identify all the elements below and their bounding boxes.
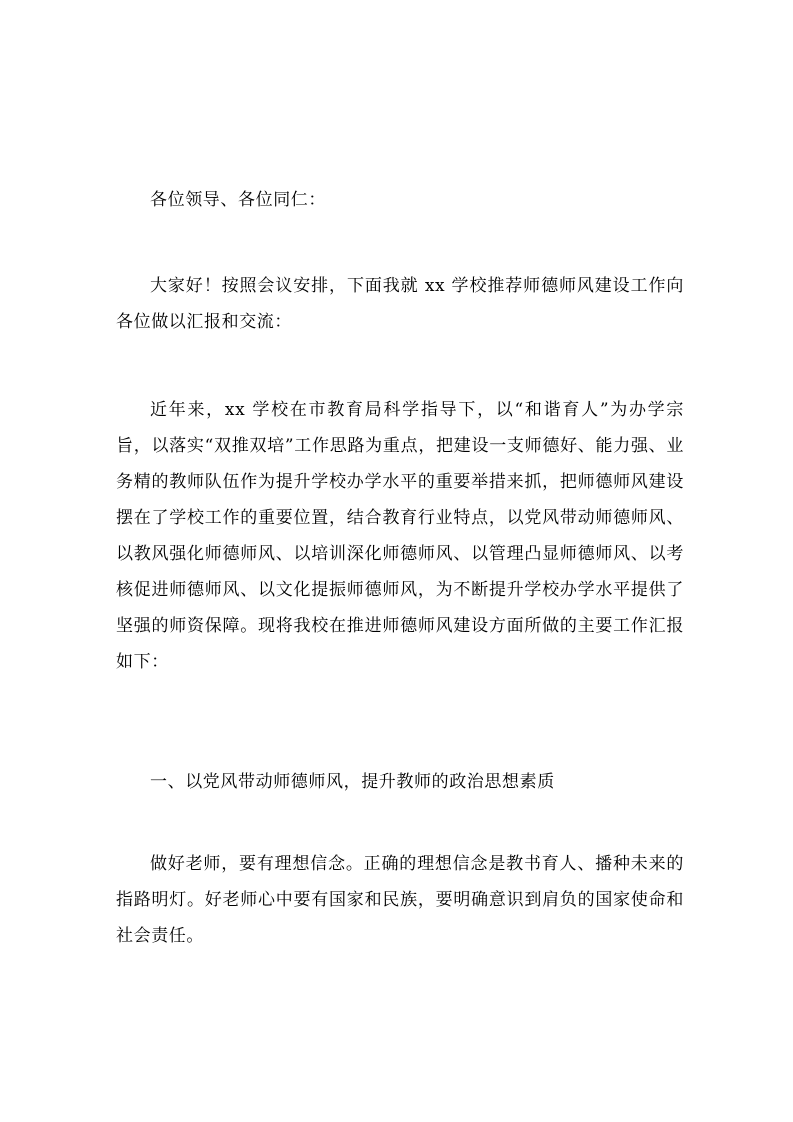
salutation: 各位领导、各位同仁：: [150, 190, 326, 210]
body-paragraph: 近年来，xx 学校在市教育局科学指导下，以“和谐育人”为办学宗旨，以落实“双推双培”工作思路为重点，把建设一支师德好、能力强、业务精的教师队伍作为提升学校办学水平的重要举措来抓，把师德师风建设摆在了学校工作的重要位置，结合教育行业特点，以党风带动师德师风、以教风强化师德师风、以培训深化师德师风、以管理凸显师德师风、以考核促进师德师风、以文化提振师德师风，为不断提升学校办学水平提供了坚强的师资保障。现将我校在推进师德师风建设方面所做的主要工作汇报如下：: [116, 400, 684, 672]
intro-paragraph: 大家好！按照会议安排，下面我就 xx 学校推荐师德师风建设工作向各位做以汇报和交流：: [116, 276, 684, 332]
body-paragraph: 做好老师，要有理想信念。正确的理想信念是教书育人、播种未来的指路明灯。好老师心中要有国家和民族，要明确意识到肩负的国家使命和社会责任。: [116, 854, 684, 946]
section-heading: 一、以党风带动师德师风，提升教师的政治思想素质: [150, 772, 555, 792]
